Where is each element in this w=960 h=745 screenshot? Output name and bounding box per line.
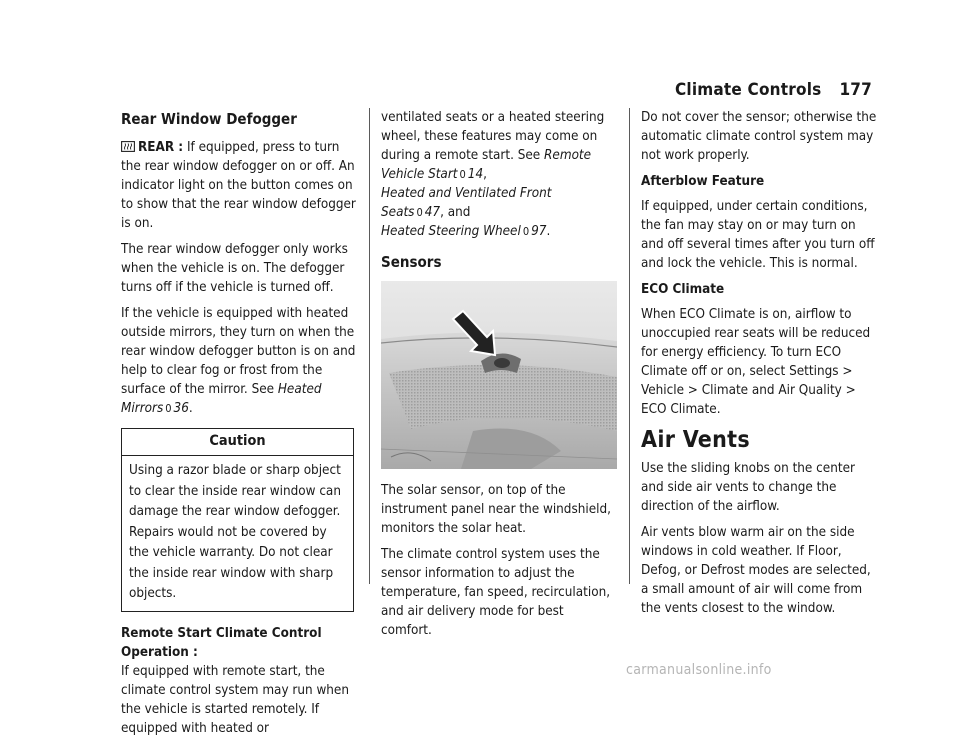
column-3 [641,108,879,625]
heated-mirrors-paragraph [121,304,359,418]
rear-label: REAR : [138,140,184,155]
punctuation: . [546,224,551,239]
air-vents-heading: Air Vents [641,427,750,453]
rear-defogger-icon [121,141,135,152]
caution-title: Caution [122,429,353,456]
mirrors-text: If the vehicle is equipped with heated outside mirrors, they turn on when the rear window defogger button is on and help to clear fog or frost from the surface of the mirror. See [121,306,356,397]
steering-wheel-page: 97 [531,224,547,239]
column-divider [369,108,370,584]
page-reference-icon: 0 [459,168,466,181]
sensors-heading: Sensors [381,253,442,271]
rear-paragraph [121,138,359,233]
punctuation: , [483,167,487,182]
column-1 [121,110,359,745]
column-2 [381,108,617,647]
sensor-warning-text: Do not cover the sensor; otherwise the automatic climate control system may not work properly. [641,110,877,163]
remote-vehicle-start-link[interactable]: Remote Vehicle Start [381,148,592,182]
column-divider [629,108,630,584]
page-number: 177 [839,80,872,100]
continued-text: ventilated seats or a heated steering wheel, these features may come on during a remote start. See [381,110,605,163]
remote-start-paragraph [121,624,359,738]
solar-sensor-photo [381,281,617,469]
heated-mirrors-page: 36 [173,401,189,416]
caution-text: Using a razor blade or sharp object to clear the inside rear window can damage the rear window defogger. Repairs would not be covered by the vehicle warranty. Do not clear the inside rear window with sharp objects. [129,463,341,601]
remote-vehicle-start-page: 14 [467,167,484,182]
rear-window-defogger-heading: Rear Window Defogger [121,110,297,128]
watermark: carmanualsonline.info [626,662,772,678]
remote-start-text: If equipped with remote start, the climate control system may run when the vehicle is started remotely. If equipped with heated or [121,663,349,736]
rear-text: If equipped, press to turn the rear window defogger on or off. An indicator light on the button comes on to show that the rear window defogger is on. [121,140,356,231]
heated-mirrors-link[interactable]: Heated Mirrors [121,382,322,416]
page-reference-icon: 0 [522,225,530,238]
heated-steering-wheel-link[interactable]: Heated Steering Wheel [381,224,521,239]
afterblow-text: If equipped, under certain conditions, the fan may stay on or may turn on and off several times after you turn off and lock the vehicle. This is normal. [641,199,875,271]
eco-climate-text: When ECO Climate is on, airflow to unoccupied rear seats will be reduced for energy efficiency. To turn ECO Climate off or on, select Settings > Vehicle > Climate and Air Quality > ECO Climate. [641,307,871,417]
punctuation: . [188,401,193,416]
air-vents-text-2: Air vents blow warm air on the side windows in cold weather. If Floor, Defog, or Defrost modes are selected, a small amount of air will come from the vents closest to the window. [641,525,871,616]
remote-start-label: Remote Start Climate Control Operation : [121,625,322,660]
air-vents-text-1: Use the sliding knobs on the center and side air vents to change the direction of the airflow. [641,461,855,514]
punctuation: , and [440,205,471,220]
page-reference-icon: 0 [416,206,423,219]
defogger-operation-text: The rear window defogger only works when the vehicle is on. The defogger turns off if the vehicle is turned off. [121,242,348,295]
eco-climate-heading: ECO Climate [641,282,725,297]
climate-sensor-info-text: The climate control system uses the sensor information to adjust the temperature, fan speed, recirculation, and air delivery mode for best comfort. [381,547,611,638]
page-reference-icon: 0 [165,402,172,415]
seats-page: 47 [424,205,441,220]
afterblow-heading: Afterblow Feature [641,174,765,189]
page-header [675,80,872,100]
remote-start-continued [381,108,617,241]
section-title: Climate Controls [674,80,822,100]
caution-box [121,428,354,612]
heated-ventilated-seats-link[interactable]: Heated and Ventilated Front Seats [381,186,552,220]
solar-sensor-text: The solar sensor, on top of the instrument panel near the windshield, monitors the solar heat. [381,483,611,536]
